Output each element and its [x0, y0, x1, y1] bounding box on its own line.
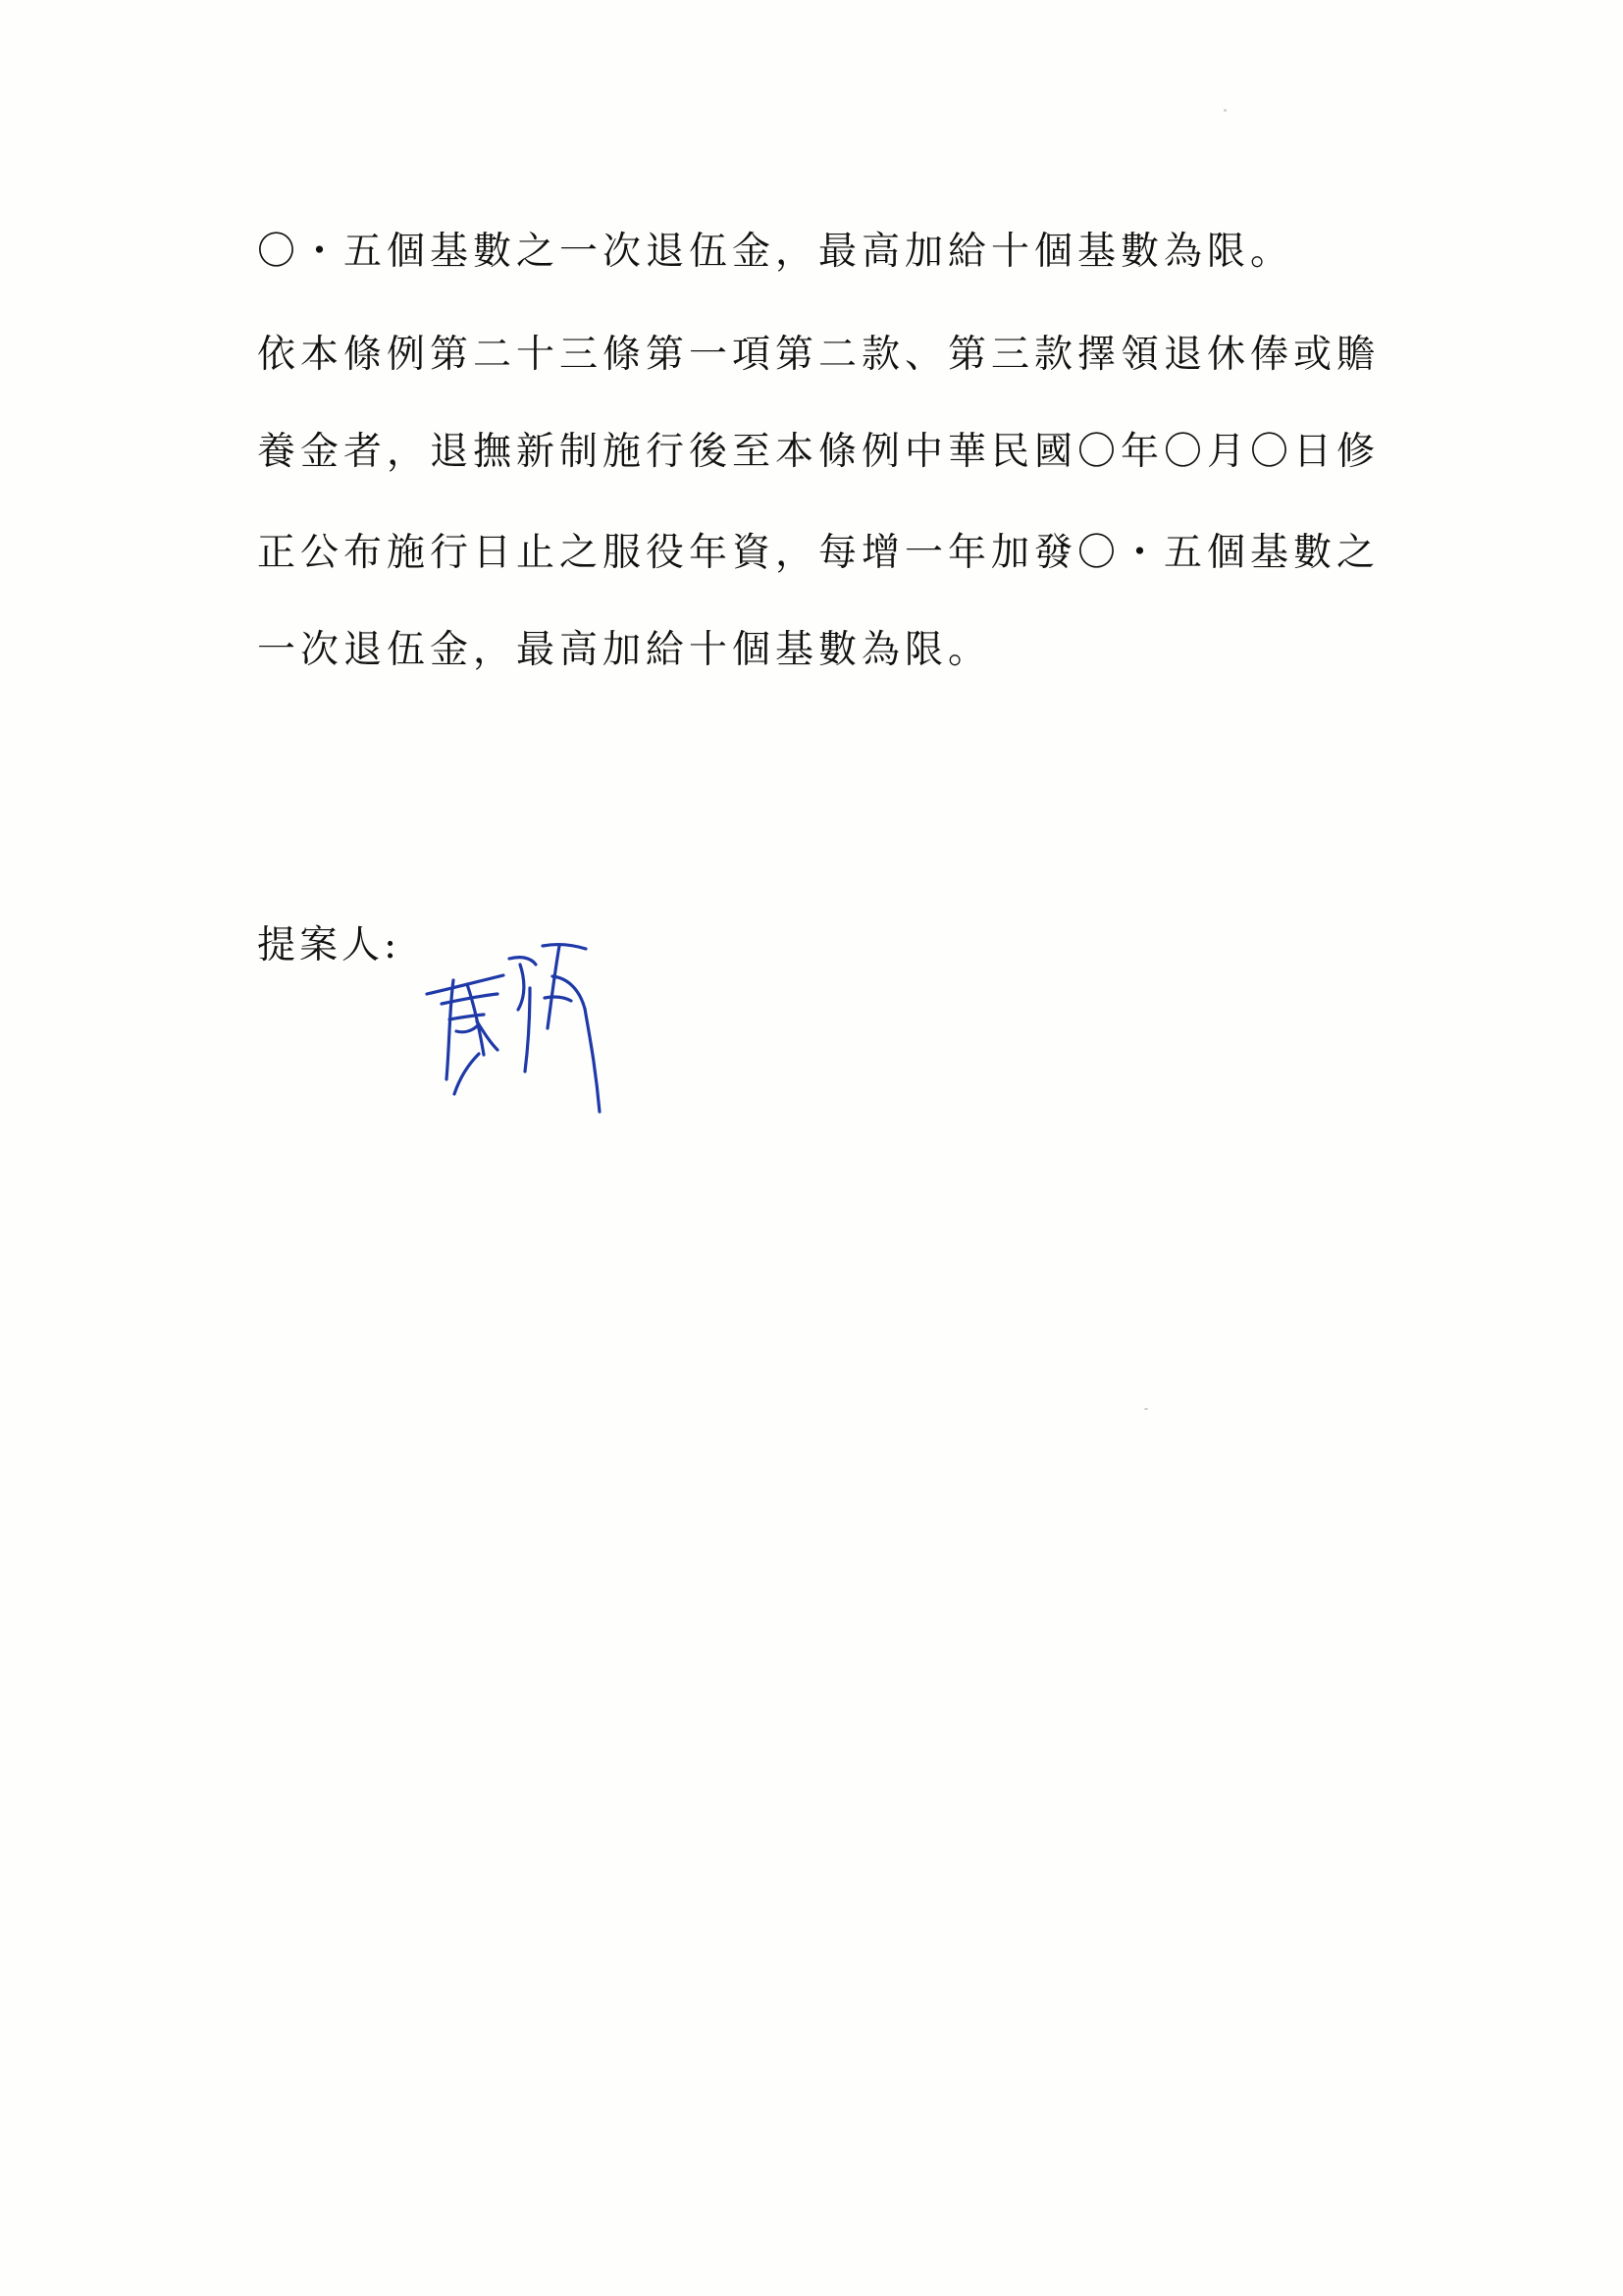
scan-speck [1224, 109, 1227, 112]
proposer-label: 提案人: [257, 923, 401, 967]
handwritten-signature [412, 908, 657, 1123]
scan-speck [1144, 1408, 1148, 1410]
body-text-line: 一次退伍金，最高加給十個基數為限。 [257, 628, 992, 672]
body-text-line: 養金者，退撫新制施行後至本條例中華民國〇年〇月〇日修 [257, 430, 1381, 474]
body-text-line: 依本條例第二十三條第一項第二款、第三款擇領退休俸或贍 [257, 333, 1381, 377]
body-text-line: 〇・五個基數之一次退伍金，最高加給十個基數為限。 [257, 230, 1294, 274]
body-text-line: 正公布施行日止之服役年資，每增一年加發〇・五個基數之 [257, 531, 1381, 575]
